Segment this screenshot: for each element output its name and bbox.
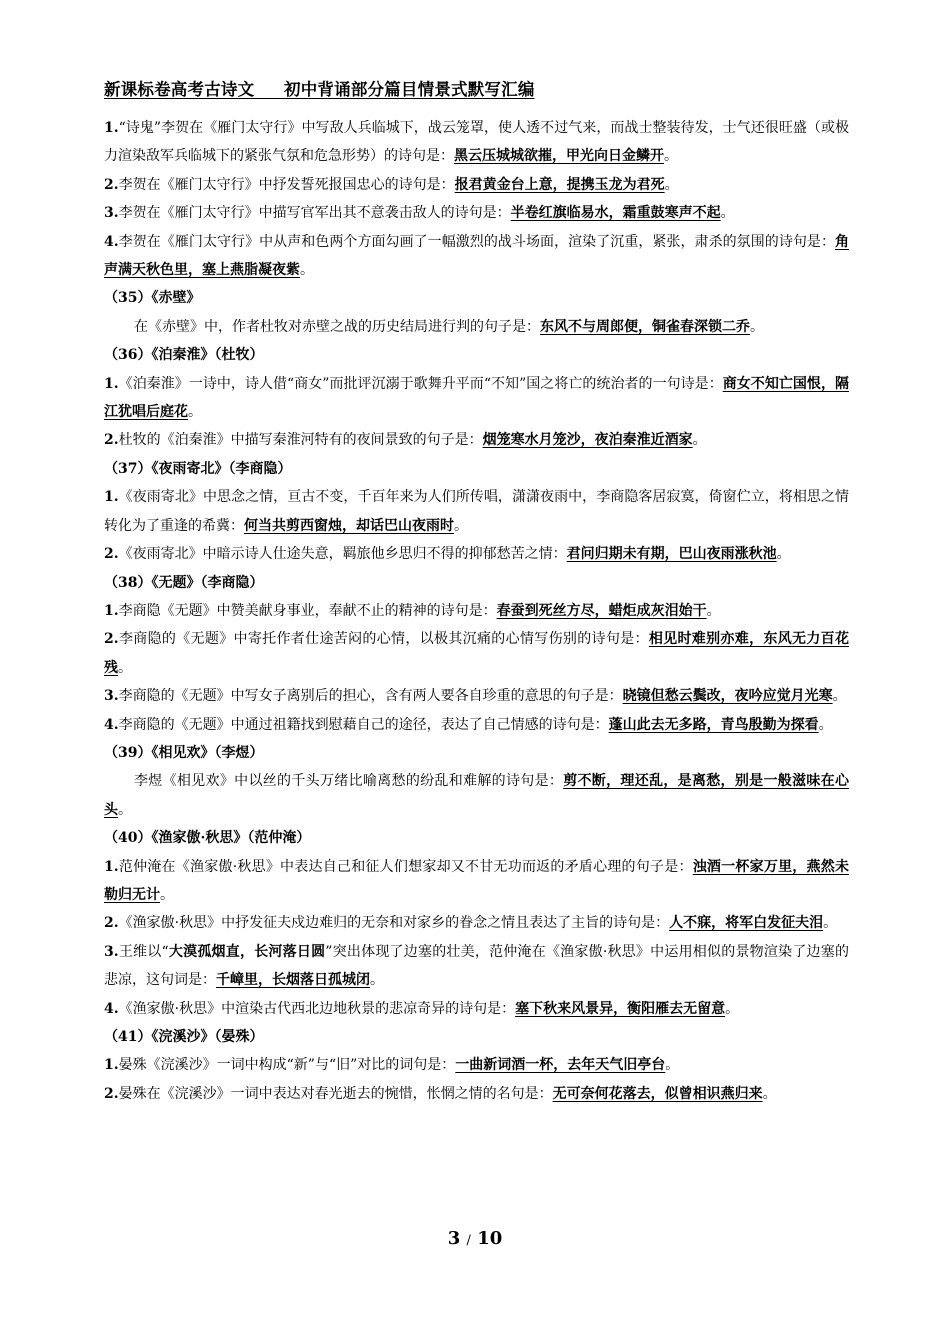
question-text: 李贺在《雁门太守行》中从声和色两个方面勾画了一幅激烈的战斗场面，渲染了沉重，紧张，肃杀的氛围的诗句是：: [118, 233, 835, 250]
page-separator: /: [466, 1233, 471, 1248]
quoted-verse: 大漠孤烟直，长河落日圆: [168, 943, 326, 960]
punctuation: 。: [720, 205, 735, 222]
answer-text: 君问归期未有期，巴山夜雨涨秋池: [566, 546, 777, 563]
question-item: [104, 853, 849, 910]
question-item: [104, 426, 849, 454]
question-text: 杜牧的《泊秦淮》中描写秦淮河特有的夜间景致的句子是：: [118, 432, 483, 449]
section-heading: （39）《相见欢》（李煜）: [104, 744, 264, 761]
punctuation: 。: [664, 176, 679, 193]
item-number: 4.: [104, 1000, 119, 1017]
answer-text: 相见时难别亦难，东风无力百花残: [104, 631, 850, 676]
item-number: 2.: [104, 432, 119, 449]
item-number: 1.: [104, 1057, 119, 1074]
answer-text: 无可奈何花落去，似曾相识燕归来: [552, 1085, 763, 1102]
question-text: 李煜《相见欢》中以丝的千头万绪比喻离愁的纷乱和难解的诗句是：: [134, 773, 564, 790]
question-text: 范仲淹在《渔家傲·秋思》中表达自己和征人们想家却又不甘无功而返的矛盾心理的句子是：: [118, 858, 693, 875]
question-item: [104, 938, 849, 995]
answer-text: 何当共剪西窗烛，却话巴山夜雨时: [244, 517, 454, 534]
section-heading: （35）《赤壁》: [104, 290, 201, 307]
question-item: [104, 625, 849, 682]
item-number: 3.: [104, 205, 119, 222]
punctuation: 。: [160, 886, 174, 903]
question-text: ”突出体现了边塞的壮美，范仲淹在《渔家傲·秋思》中运用相似的景物渲染了边塞的悲凉，这句词是：: [104, 943, 849, 989]
punctuation: 。: [762, 1085, 777, 1102]
item-number: 2.: [104, 915, 119, 932]
answer-text: 半卷红旗临易水，霜重鼓寒声不起: [510, 205, 721, 222]
question-text: 晏殊《浣溪沙》一词中构成“新”与“旧”对比的词句是：: [118, 1057, 456, 1074]
question-item: [104, 1051, 849, 1079]
question-text: 在《赤壁》中，作者杜牧对赤壁之战的历史结局进行判的句子是：: [134, 318, 540, 335]
answer-text: 东风不与周郎便，铜雀春深锁二乔: [540, 318, 750, 335]
item-number: 1.: [104, 120, 119, 136]
item-number: 1.: [104, 858, 119, 875]
punctuation: 。: [300, 262, 314, 279]
question-text: 《夜雨寄北》中暗示诗人仕途失意，羁旅他乡思归不得的抑郁愁苦之情：: [118, 546, 567, 563]
question-text: 李贺在《雁门太守行》中抒发誓死报国忠心的诗句是：: [118, 176, 455, 193]
question-item: [104, 1080, 849, 1108]
item-number: 2.: [104, 176, 119, 193]
punctuation: 。: [454, 517, 468, 534]
answer-text: 人不寐，将军白发征夫泪: [669, 915, 824, 932]
item-number: 4.: [104, 233, 119, 250]
question-text: 《渔家傲·秋思》中抒发征夫戍边难归的无奈和对家乡的眷念之情且表达了主旨的诗句是：: [118, 915, 670, 932]
question-item: [104, 370, 849, 427]
question-text: 晏殊在《浣溪沙》一词中表达对春光逝去的惋惜，怅惘之情的名句是：: [118, 1085, 553, 1102]
question-text: 《夜雨寄北》中思念之情，亘古不变，千百年来为人们所传唱，潇潇夜雨中，李商隐客居寂寞，倚窗伫立，将相思之情转化为了重逢的希冀：: [104, 489, 849, 534]
question-item: [104, 995, 849, 1023]
section-heading: （36）《泊秦淮》（杜牧）: [104, 347, 264, 364]
question-text: 《泊秦淮》一诗中，诗人借“商女”而批评沉溺于歌舞升平而“不知”国之将亡的统治者的一句诗是：: [118, 375, 723, 392]
punctuation: 。: [706, 602, 721, 619]
question-text: 李商隐《无题》中赞美献身事业，奉献不止的精神的诗句是：: [118, 602, 497, 619]
answer-text: 黑云压城城欲摧，甲光向日金鳞开: [454, 148, 664, 165]
question-item: [104, 313, 849, 341]
question-item: [104, 483, 849, 540]
item-number: 2.: [104, 631, 119, 648]
question-text: 李贺在《雁门太守行》中描写官军出其不意袭击敌人的诗句是：: [118, 205, 511, 222]
punctuation: 。: [776, 546, 791, 563]
answer-text: 角声满天秋色里，塞上燕脂凝夜紫: [104, 233, 849, 279]
total-pages: 10: [477, 1228, 503, 1249]
answer-text: 烟笼寒水月笼沙，夜泊秦淮近酒家: [482, 432, 693, 449]
question-item: [104, 228, 849, 285]
item-number: 1.: [104, 602, 119, 619]
punctuation: 。: [118, 801, 132, 818]
punctuation: 。: [370, 972, 384, 989]
page-number: [0, 1228, 950, 1249]
question-item: [104, 199, 849, 227]
section-heading: （41）《浣溪沙》（晏殊）: [104, 1029, 264, 1045]
item-number: 1.: [104, 375, 119, 392]
item-number: 2.: [104, 1085, 119, 1102]
question-item: [104, 597, 849, 625]
document-body: [104, 114, 849, 1108]
question-item: [104, 767, 849, 824]
punctuation: 。: [118, 659, 132, 676]
question-text: 李商隐的《无题》中通过祖籍找到慰藉自己的途径，表达了自己情感的诗句是：: [118, 716, 609, 733]
punctuation: 。: [823, 915, 838, 932]
item-number: 3.: [104, 688, 119, 705]
item-number: 1.: [104, 489, 119, 506]
answer-text: 蓬山此去无多路，青鸟殷勤为探看: [608, 716, 819, 733]
question-item: [104, 540, 849, 568]
punctuation: 。: [692, 432, 707, 449]
question-item: [104, 909, 849, 937]
answer-text: 一曲新词酒一杯，去年天气旧亭台: [455, 1057, 666, 1074]
question-item: [104, 682, 849, 710]
page-title: 新课标卷高考古诗文 初中背诵部分篇目情景式默写汇编: [104, 80, 535, 99]
answer-text: 塞下秋来风景异，衡阳雁去无留意: [515, 1000, 726, 1017]
question-text: 李商隐的《无题》中写女子离别后的担心，含有两人要各自珍重的意思的句子是：: [118, 688, 623, 705]
answer-text: 剪不断，理还乱，是离愁，别是一般滋味在心头: [104, 773, 850, 818]
section-heading: （40）《渔家傲·秋思》（范仲淹）: [104, 830, 311, 847]
question-text: 李商隐的《无题》中寄托作者仕途苦闷的心情，以极其沉痛的心情写伤别的诗句是：: [118, 631, 649, 648]
punctuation: 。: [750, 318, 764, 335]
section-heading: （37）《夜雨寄北》（李商隐）: [104, 460, 292, 477]
punctuation: 。: [188, 404, 202, 421]
punctuation: 。: [832, 688, 847, 705]
punctuation: 。: [665, 1057, 680, 1074]
punctuation: 。: [664, 148, 678, 165]
question-text: “诗鬼”李贺在《雁门太守行》中写敌人兵临城下，战云笼罩，使人透不过气来，而战士整装待发，士气还很旺盛（或极力渲染敌军兵临城下的紧张气氛和危急形势）的诗句是：: [104, 120, 849, 165]
current-page: 3: [447, 1228, 461, 1249]
question-text: 《渔家傲·秋思》中渲染古代西北边地秋景的悲凉奇异的诗句是：: [118, 1000, 516, 1017]
answer-text: 春蚕到死丝方尽，蜡炬成灰泪始干: [496, 602, 707, 619]
answer-text: 浊酒一杯家万里，燕然未勒归无计: [104, 858, 849, 903]
answer-text: 商女不知亡国恨，隔江犹唱后庭花: [104, 375, 849, 421]
item-number: 4.: [104, 716, 119, 733]
punctuation: 。: [725, 1000, 740, 1017]
item-number: 3.: [104, 943, 119, 960]
answer-text: 报君黄金台上意，提携玉龙为君死: [454, 176, 665, 193]
section-heading: （38）《无题》（李商隐）: [104, 574, 264, 591]
item-number: 2.: [104, 546, 119, 563]
question-item: [104, 171, 849, 199]
answer-text: 千嶂里，长烟落日孤城闭: [216, 972, 370, 989]
answer-text: 晓镜但愁云鬓改，夜吟应觉月光寒: [622, 688, 833, 705]
question-text-prefix: 王维以“: [118, 943, 169, 960]
question-item: [104, 711, 849, 739]
punctuation: 。: [818, 716, 833, 733]
question-item: [104, 114, 849, 171]
